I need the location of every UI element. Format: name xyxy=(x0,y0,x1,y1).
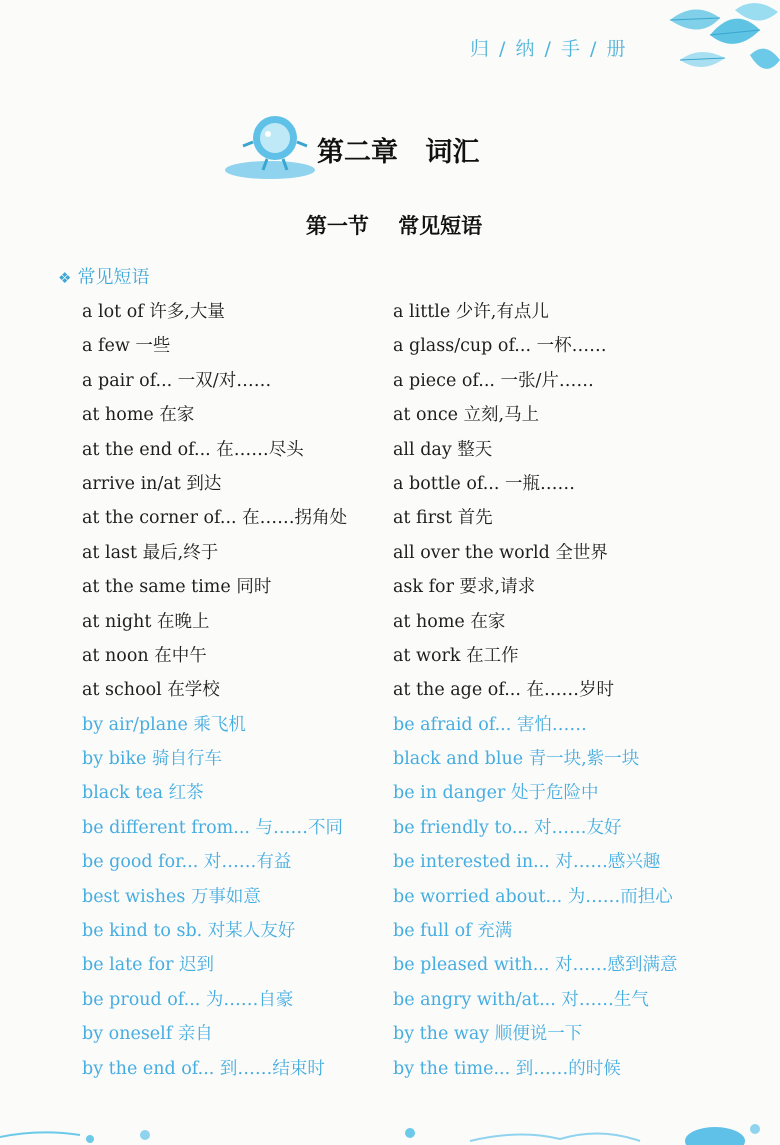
phrase-item: be kind to sb. 对某人友好 xyxy=(82,921,296,942)
phrase-item: be interested in... 对……感兴趣 xyxy=(393,852,661,873)
phrase-item: at home 在家 xyxy=(82,405,195,426)
phrase-item: be proud of... 为……自豪 xyxy=(82,989,294,1010)
phrase-item: by the end of... 到……结束时 xyxy=(82,1058,325,1079)
phrase-item: by bike 骑自行车 xyxy=(82,749,222,770)
phrase-item: be good for... 对……有益 xyxy=(82,852,292,873)
phrase-item: by oneself 亲自 xyxy=(82,1024,213,1045)
phrase-item: at the same time 同时 xyxy=(82,577,272,598)
phrase-item: be full of 充满 xyxy=(393,921,513,942)
phrase-item: a little 少许,有点儿 xyxy=(393,302,549,322)
phrase-item: all day 整天 xyxy=(393,439,493,460)
phrase-item: be late for 迟到 xyxy=(82,955,215,976)
phrase-item: a few 一些 xyxy=(82,336,171,357)
phrase-item: at once 立刻,马上 xyxy=(393,405,540,426)
phrase-item: a piece of... 一张/片…… xyxy=(393,370,594,391)
phrase-item: a lot of 许多,大量 xyxy=(82,302,225,322)
phrase-item: be in danger 处于危险中 xyxy=(393,783,599,804)
header-label: 归 / 纳 / 手 / 册 xyxy=(470,38,628,60)
phrase-column-right xyxy=(393,295,753,1086)
phrase-column-left xyxy=(82,295,382,1086)
phrase-item: best wishes 万事如意 xyxy=(82,886,261,907)
phrase-item: be friendly to... 对……友好 xyxy=(393,817,622,838)
phrase-item: black and blue 青一块,紫一块 xyxy=(393,749,640,770)
phrase-item: be afraid of... 害怕…… xyxy=(393,714,587,735)
heading-label: 常见短语 xyxy=(77,267,150,288)
phrase-item: at night 在晚上 xyxy=(82,611,210,632)
diamond-bullet-icon: ❖ xyxy=(58,269,72,287)
phrase-item: at the age of... 在……岁时 xyxy=(393,680,614,701)
phrase-item: at last 最后,终于 xyxy=(82,542,219,563)
section-title: 第一节 常见短语 xyxy=(305,213,483,238)
phrase-item: be different from... 与……不同 xyxy=(82,817,344,838)
section-heading xyxy=(58,263,149,289)
phrase-item: all over the world 全世界 xyxy=(393,542,608,563)
chapter-title: 第二章 词汇 xyxy=(317,137,480,168)
phrase-item: at home 在家 xyxy=(393,611,506,632)
leaf-decoration-icon xyxy=(640,0,780,100)
phrase-item: by the way 顺便说一下 xyxy=(393,1024,583,1045)
phrase-item: at work 在工作 xyxy=(393,645,519,666)
phrase-item: a bottle of... 一瓶…… xyxy=(393,473,575,494)
phrase-item: at the end of... 在……尽头 xyxy=(82,439,304,460)
phrase-item: at school 在学校 xyxy=(82,680,220,701)
phrase-item: at first 首先 xyxy=(393,508,493,529)
footer-wave-icon xyxy=(0,1115,780,1145)
phrase-item: a pair of... 一双/对…… xyxy=(82,370,272,391)
phrase-item: at noon 在中午 xyxy=(82,645,207,666)
phrase-item: be pleased with... 对……感到满意 xyxy=(393,955,678,976)
phrase-item: black tea 红茶 xyxy=(82,783,204,804)
phrase-item: arrive in/at 到达 xyxy=(82,473,222,494)
chapter-mascot-icon xyxy=(225,112,325,182)
phrase-item: a glass/cup of... 一杯…… xyxy=(393,336,607,357)
phrase-item: at the corner of... 在……拐角处 xyxy=(82,508,348,529)
phrase-item: by the time... 到……的时候 xyxy=(393,1058,621,1079)
chapter-heading xyxy=(225,112,545,182)
phrase-item: be worried about... 为……而担心 xyxy=(393,886,673,907)
phrase-item: ask for 要求,请求 xyxy=(393,577,536,598)
phrase-item: be angry with/at... 对……生气 xyxy=(393,989,649,1010)
phrase-item: by air/plane 乘飞机 xyxy=(82,714,246,735)
